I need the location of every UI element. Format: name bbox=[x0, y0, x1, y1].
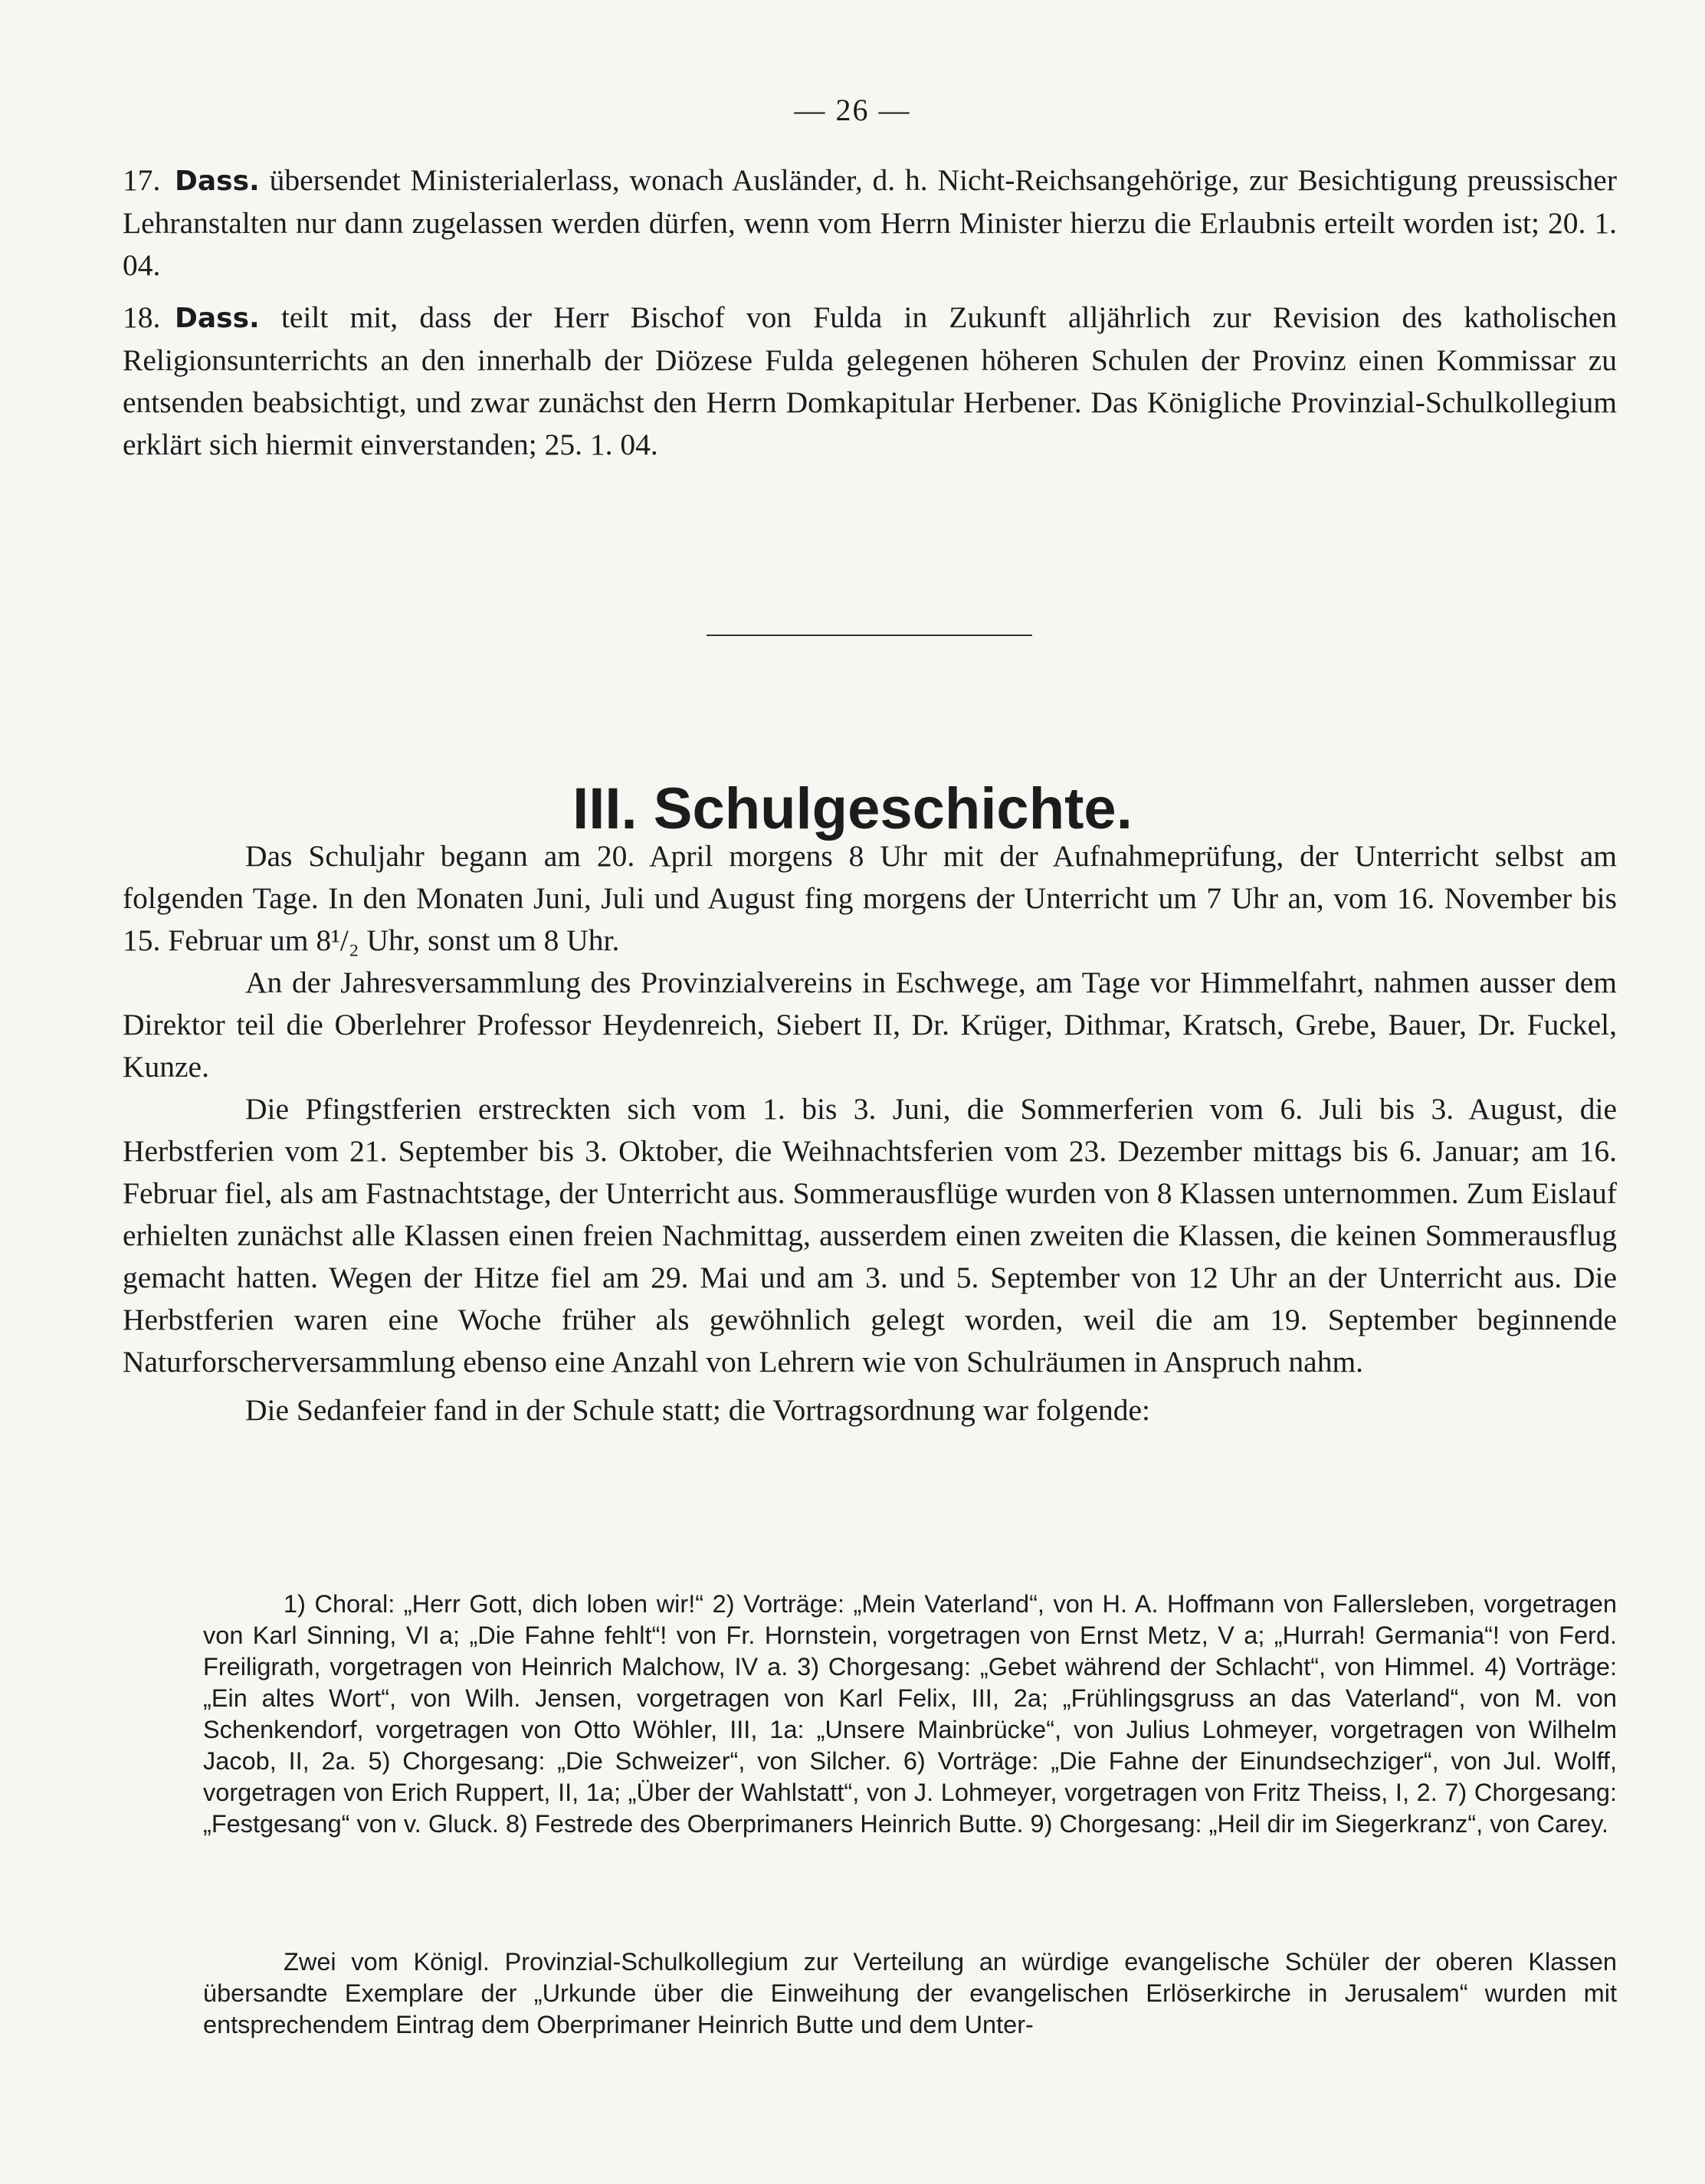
entry-number: 18. bbox=[123, 300, 161, 334]
program-block bbox=[203, 1589, 1617, 1840]
paragraph-jahresversammlung: An der Jahresversammlung des Provinzialvereins in Eschwege, am Tage vor Himmelfahrt, nahmen ausser dem Direktor teil die Oberlehrer Professor Heydenreich, Siebert II, Dr. Krüger, Dithmar, Kratsch, Grebe, Bauer, Dr. Fuckel, Kunze. bbox=[123, 966, 1617, 1084]
entry-17 bbox=[123, 159, 1617, 287]
entry-text: übersendet Ministerialerlass, wonach Ausländer, d. h. Nicht-Reichsangehörige, zur Besichtigung preussischer Lehranstalten nur dann zugelassen werden dürfen, wenn vom Herrn Minister hierzu die Erlaubnis erteilt worden ist; 20. 1. 04. bbox=[123, 163, 1617, 282]
paragraph-schuljahr: Das Schuljahr begann am 20. April morgens 8 Uhr mit der Aufnahmeprüfung, der Unterricht selbst am folgenden Tage. In den Monaten Juni, Juli und August fing morgens der Unterricht um 7 Uhr an, vom 16. November bis 15. Februar um 8¹/₂ Uhr, sonst um 8 Uhr. bbox=[123, 839, 1617, 957]
entry-lead: Dass. bbox=[175, 303, 260, 334]
paragraph-ferien: Die Pfingstferien erstreckten sich vom 1. bis 3. Juni, die Sommerferien vom 6. Juli bis 3. August, die Herbstferien vom 21. September bis 3. Oktober, die Weihnachtsferien vom 23. Dezember mittags bis 6. Januar; am 16. Februar fiel, als am Fastnachtstage, der Unterricht aus. Sommerausflüge wurden von 8 Klassen unternommen. Zum Eislauf erhielten zunächst alle Klassen einen freien Nachmittag, ausserdem einen zweiten die Klassen, die keinen Sommerausflug gemacht hatten. Wegen der Hitze fiel am 29. Mai und am 3. und 5. September von 12 Uhr an der Unterricht aus. Die Herbstferien waren eine Woche früher als gewöhnlich gelegt worden, weil die am 19. September beginnende Naturforscherversammlung ebenso eine Anzahl von Lehrern wie von Schulräumen in Anspruch nahm. bbox=[123, 1092, 1617, 1379]
paragraph-sedanfeier: Die Sedanfeier fand in der Schule statt; die Vortragsordnung war folgende: bbox=[245, 1393, 1151, 1427]
section-divider bbox=[707, 635, 1032, 636]
closing-paragraph: Zwei vom Königl. Provinzial-Schulkollegium zur Verteilung an würdige evangelische Schüler der oberen Klassen übersandte Exemplare der „Urkunde über die Einweihung der evangelischen Erlöserkirche in Jerusalem“ wurden mit entsprechendem Eintrag dem Oberprimaner Heinrich Butte und dem Unter- bbox=[203, 1948, 1617, 2038]
section-heading: III. Schulgeschichte. bbox=[572, 776, 1133, 841]
entry-number: 17. bbox=[123, 163, 161, 197]
correspondence-list bbox=[123, 159, 1617, 476]
entry-text: teilt mit, dass der Herr Bischof von Fulda in Zukunft alljährlich zur Revision des katholischen Religionsunterrichts an den innerhalb der Diözese Fulda gelegenen höheren Schulen der Provinz einen Kommissar zu entsenden beabsichtigt, und zwar zunächst den Herrn Domkapitular Herbener. Das Königliche Provinzial-Schulkollegium erklärt sich hiermit einverstanden; 25. 1. 04. bbox=[123, 300, 1617, 461]
sedanfeier-program: 1) Choral: „Herr Gott, dich loben wir!“ 2) Vorträge: „Mein Vaterland“, von H. A. Hoffmann von Fallersleben, vorgetragen von Karl Sinning, VI a; „Die Fahne fehlt“! von Fr. Hornstein, vorgetragen von Ernst Metz, V a; „Hurrah! Germania“! von Ferd. Freiligrath, vorgetragen von Heinrich Malchow, IV a. 3) Chorgesang: „Gebet während der Schlacht“, von Himmel. 4) Vorträge: „Ein altes Wort“, von Wilh. Jensen, vorgetragen von Karl Felix, III, 2a; „Frühlingsgruss an das Vaterland“, von M. von Schenkendorf, vorgetragen von Otto Wöhler, III, 1a: „Unsere Mainbrücke“, von Julius Lohmeyer, vorgetragen von Wilhelm Jacob, II, 2a. 5) Chorgesang: „Die Schweizer“, von Silcher. 6) Vorträge: „Die Fahne der Einundsechziger“, von Jul. Wolff, vorgetragen von Erich Ruppert, II, 1a; „Über der Wahlstatt“, von J. Lohmeyer, vorgetragen von Fritz Theiss, I, 2. 7) Chorgesang: „Festgesang“ von v. Gluck. 8) Festrede des Oberprimaners Heinrich Butte. 9) Chorgesang: „Heil dir im Siegerkranz“, von Carey. bbox=[203, 1590, 1617, 1838]
entry-18 bbox=[123, 297, 1617, 466]
page-number: — 26 — bbox=[794, 93, 911, 127]
entry-lead: Dass. bbox=[175, 166, 260, 197]
closing-block bbox=[203, 1946, 1617, 2041]
section-body bbox=[123, 835, 1617, 1431]
